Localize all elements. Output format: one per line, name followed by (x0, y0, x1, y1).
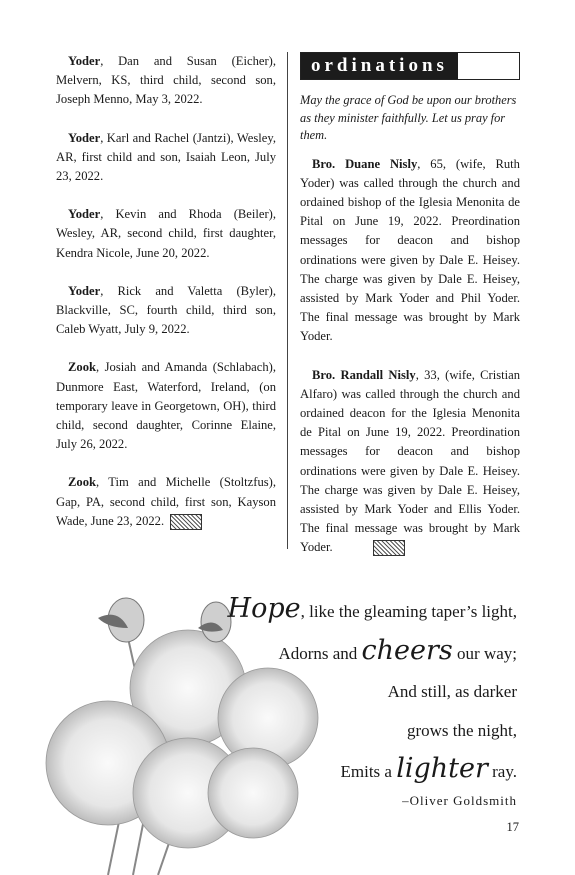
ordination-entry (300, 366, 520, 558)
poem-line: And still, as darker (387, 682, 517, 701)
birth-surname: Yoder (68, 283, 101, 298)
poem-line (228, 632, 517, 674)
ordination-text: , 65, (wife, Ruth Yoder) was called through the church and ordained bishop of the Iglesia Menonita de Pital on June 19, 2022. Preordination messages for deacon and bishop ordinations were given by Dale E. Heisey. The charge was given by Dale E. Heisey, assisted by Mark Yoder and Phil Yoder. The final message was brought by Mark Yoder. (300, 156, 520, 344)
birth-text: , Tim and Michelle (Stoltzfus), Gap, PA, second child, first son, Kayson Wade, June 23, 2022. (56, 475, 276, 528)
birth-text: , Karl and Rachel (Jantzi), Wesley, AR, first child and son, Isaiah Leon, July 23, 2022. (56, 130, 276, 184)
poem-text: ray. (487, 762, 517, 781)
births-column (56, 52, 276, 550)
ordinations-intro: May the grace of God be upon our brothers as they minister faithfully. Let us pray for them. (300, 93, 517, 142)
birth-entry (56, 473, 276, 531)
header-box (458, 53, 519, 79)
ordination-name: Bro. Randall Nisly (312, 367, 416, 382)
birth-entry (56, 129, 276, 187)
birth-surname: Yoder (68, 54, 101, 68)
poem-line (228, 750, 517, 792)
poem-line (228, 590, 517, 632)
birth-surname: Zook (68, 475, 96, 490)
birth-surname: Yoder (68, 207, 101, 222)
column-divider (287, 52, 288, 549)
birth-entry (56, 52, 276, 110)
poem-line: grows the night, (406, 720, 517, 740)
poem-script-word: cheers (361, 634, 453, 666)
ordination-entry (300, 155, 520, 347)
birth-entry (56, 205, 276, 263)
section-title: ordinations (301, 53, 458, 79)
birth-surname: Zook (68, 360, 96, 375)
birth-entry (56, 282, 276, 340)
ordinations-header (300, 52, 520, 80)
birth-text: , Rick and Valetta (Byler), Blackville, SC, fourth child, third son, Caleb Wyatt, July 9, 2022. (56, 283, 276, 337)
ordination-name: Bro. Duane Nisly (312, 156, 418, 171)
poem-script-word: lighter (396, 753, 488, 784)
section-end-ornament-icon (373, 540, 405, 556)
birth-text: , Kevin and Rhoda (Beiler), Wesley, AR, second child, first daughter, Kendra Nicole, June 20, 2022. (56, 207, 276, 260)
poem-text: Adorns and (278, 643, 362, 663)
poem (228, 590, 517, 792)
poem-attribution: –Oliver Goldsmith (402, 793, 517, 808)
ordinations-column (300, 52, 520, 558)
page-number: 17 (506, 820, 519, 834)
poem-text: Emits a (340, 762, 397, 781)
poem-text: , like the gleaming taper’s light, (300, 602, 517, 621)
poem-text: our way; (452, 643, 517, 663)
section-end-ornament-icon (170, 514, 202, 530)
birth-entry (56, 358, 276, 454)
poem-script-word: Hope (227, 593, 301, 624)
birth-surname: Yoder (68, 130, 101, 145)
birth-text: , Dan and Susan (Eicher), Melvern, KS, third child, second son, Joseph Menno, May 3, 2022. (56, 54, 276, 107)
ordination-text: , 33, (wife, Cristian Alfaro) was called through the church and ordained deacon for the Iglesia Menonita de Pital on June 19, 2022. Preordination messages for deacon and bishop ordinations were given by Dale E. Heisey. The charge was given by Dale E. Heisey, assisted by Mark Yoder and Ellis Yoder. The final message was brought by Mark Yoder. (300, 367, 520, 555)
birth-text: , Josiah and Amanda (Schlabach), Dunmore East, Waterford, Ireland, (on temporary leave in Georgetown, OH), third child, second daughter, Corinne Elaine, July 26, 2022. (56, 360, 276, 452)
